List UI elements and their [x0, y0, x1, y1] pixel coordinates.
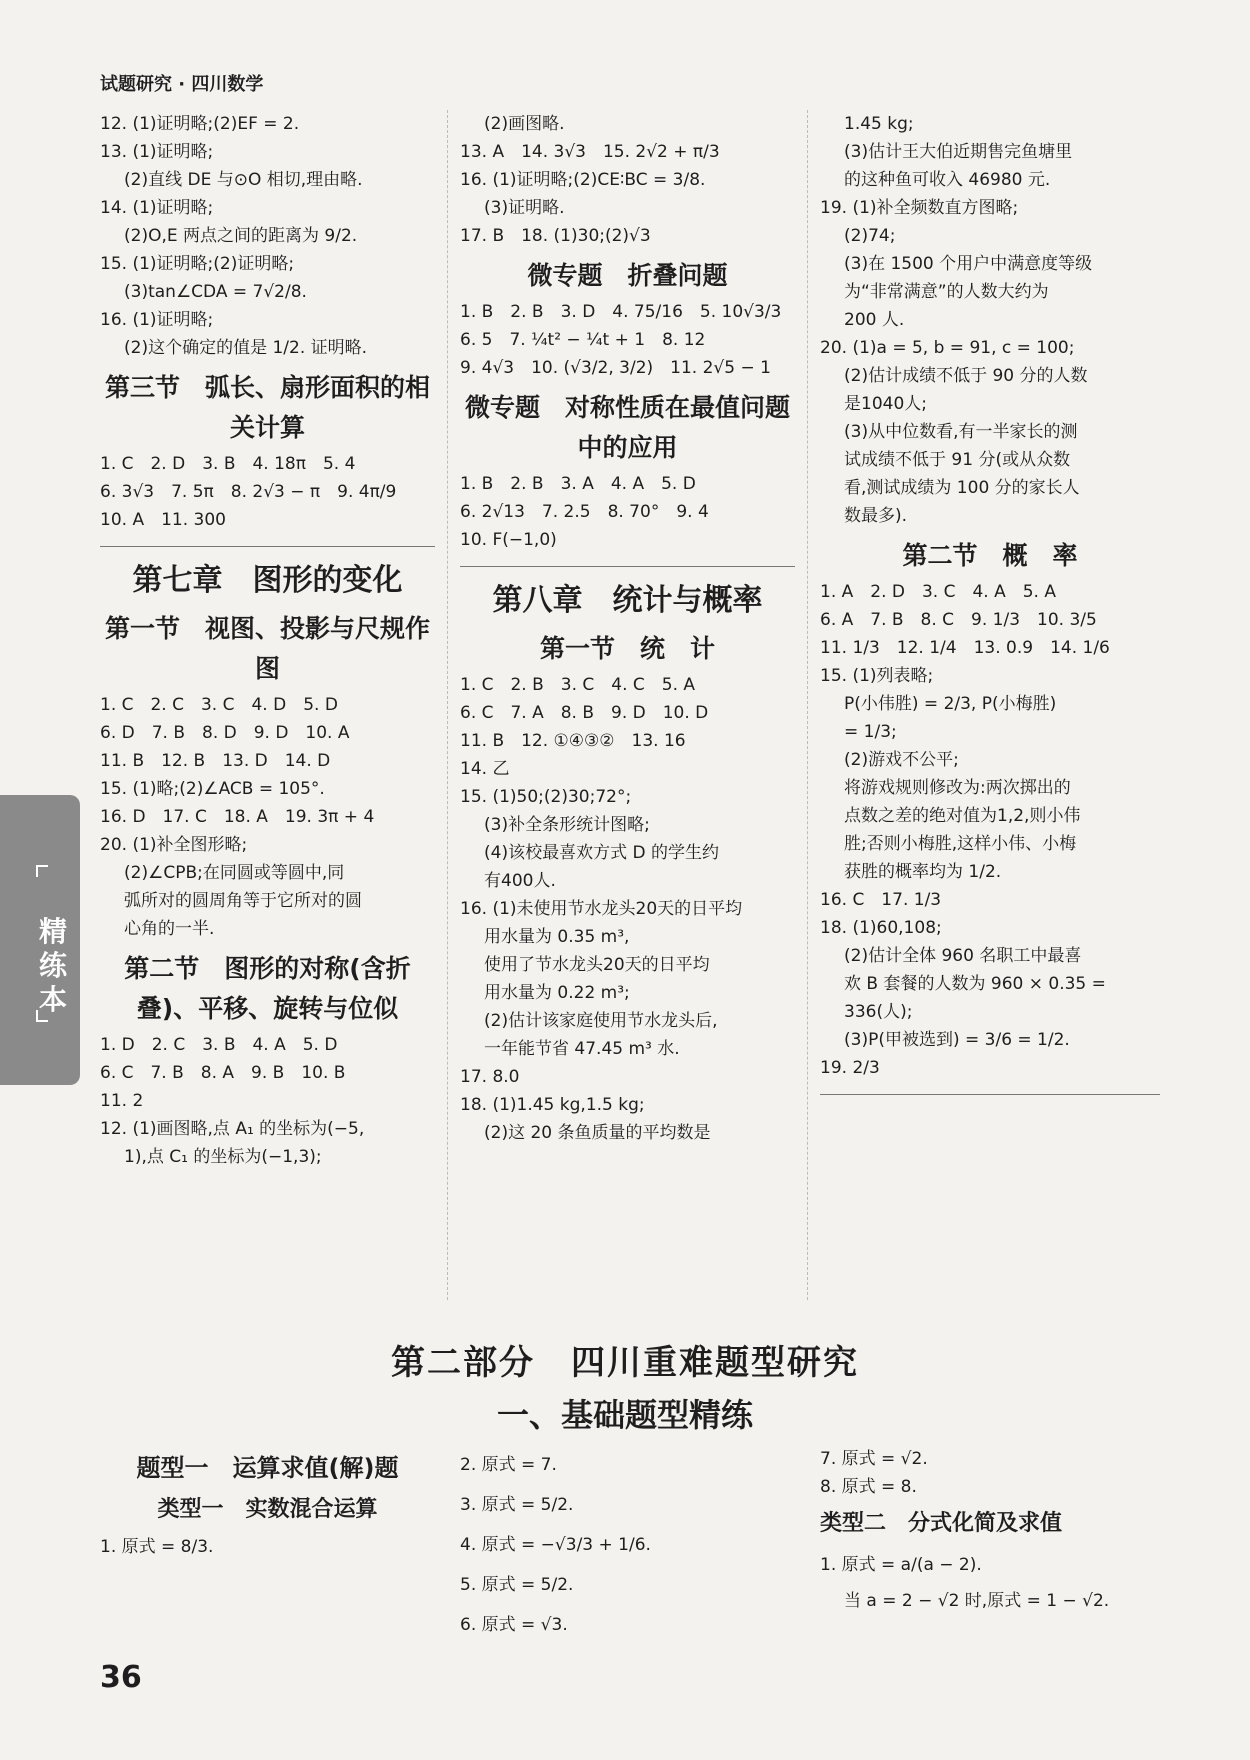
answer-line: 200 人.: [844, 310, 905, 330]
answer-line: (2)游戏不公平;: [844, 750, 959, 770]
answer-line: 6. 2√13 7. 2.5 8. 70° 9. 4: [460, 502, 709, 522]
answer-line: 6. D 7. B 8. D 9. D 10. A: [100, 723, 350, 743]
answer-line: (3)证明略.: [484, 198, 565, 218]
answer-line: 1. B 2. B 3. D 4. 75/16 5. 10√3/3: [460, 302, 782, 322]
answer-line: 一年能节省 47.45 m³ 水.: [484, 1039, 680, 1059]
answer-line: 12. (1)证明略;(2)EF = 2.: [100, 114, 300, 134]
part2-col3-lines-2: [820, 1547, 1160, 1619]
answer-line: (3)补全条形统计图略;: [484, 815, 650, 835]
column-separator: [807, 110, 808, 1300]
col3-block-1: [820, 110, 1160, 530]
answer-line: 16. C 17. 1/3: [820, 890, 942, 910]
answer-line: 1. B 2. B 3. A 4. A 5. D: [460, 474, 696, 494]
section-title-symmetry: 第二节 图形的对称(含折叠)、平移、旋转与位似: [124, 954, 411, 1023]
answer-line: P(小伟胜) = 2/3, P(小梅胜): [844, 694, 1057, 714]
micro-topic-symmetry: 微专题 对称性质在最值问题中的应用: [464, 393, 790, 462]
answer-column-3: [820, 110, 1160, 1107]
category-2-title: 类型二 分式化简及求值: [820, 1511, 1063, 1536]
section-title-arc-length: 第三节 弧长、扇形面积的相关计算: [104, 373, 430, 442]
answer-line: 7. 原式 = √2.: [820, 1449, 928, 1469]
answer-line: (2)画图略.: [484, 114, 565, 134]
part-subtitle: 一、基础题型精练: [496, 1396, 753, 1434]
answer-line: 10. A 11. 300: [100, 510, 226, 530]
part2-column-3: [820, 1445, 1160, 1619]
answer-line: = 1/3;: [844, 722, 897, 742]
micro-topic-folding: 微专题 折叠问题: [527, 261, 728, 290]
answer-line: 13. A 14. 3√3 15. 2√2 + π/3: [460, 142, 720, 162]
part2-col1-lines: [100, 1533, 435, 1561]
answer-line: 数最多).: [844, 506, 908, 526]
answer-line: 8. 原式 = 8.: [820, 1477, 917, 1497]
answer-line: (2)O,E 两点之间的距离为 9/2.: [124, 226, 358, 246]
column-separator: [447, 110, 448, 1300]
answer-line: (2)估计该家庭使用节水龙头后,: [484, 1011, 718, 1031]
answer-line: (3)估计王大伯近期售完鱼塘里: [844, 142, 1073, 162]
answer-line: 1. C 2. B 3. C 4. C 5. A: [460, 675, 696, 695]
answer-line: (3)从中位数看,有一半家长的测: [844, 422, 1078, 442]
answer-line: (2)74;: [844, 226, 896, 246]
answer-line: 10. F(−1,0): [460, 530, 557, 550]
col2-block-3: [460, 470, 795, 554]
answer-line: 试成绩不低于 91 分(或从众数: [844, 450, 1071, 470]
answer-line: 欢 B 套餐的人数为 960 × 0.35 =: [844, 974, 1106, 994]
part2-col2-lines: [460, 1445, 795, 1645]
answer-line: 16. (1)未使用节水龙头20天的日平均: [460, 899, 743, 919]
part2-column-1: [100, 1445, 435, 1561]
col1-block-1: [100, 110, 435, 362]
answer-line: 15. (1)列表略;: [820, 666, 934, 686]
answer-line: (2)∠CPB;在同圆或等圆中,同: [124, 863, 345, 883]
answer-line: 3. 原式 = 5/2.: [460, 1495, 574, 1515]
answer-line: 2. 原式 = 7.: [460, 1455, 557, 1475]
answer-line: 20. (1)a = 5, b = 91, c = 100;: [820, 338, 1075, 358]
answer-line: 1. 原式 = 8/3.: [100, 1537, 214, 1557]
answer-line: 15. (1)略;(2)∠ACB = 105°.: [100, 779, 325, 799]
divider: [460, 566, 795, 567]
answer-line: 1. 原式 = a/(a − 2).: [820, 1555, 982, 1575]
answer-line: 1),点 C₁ 的坐标为(−1,3);: [124, 1147, 322, 1167]
col1-block-4: [100, 1031, 435, 1171]
answer-line: 6. C 7. B 8. A 9. B 10. B: [100, 1063, 346, 1083]
page-number: 36: [100, 1660, 142, 1695]
part2-column-2: [460, 1445, 795, 1645]
answer-line: 为“非常满意”的人数大约为: [844, 282, 1049, 302]
answer-line: 12. (1)画图略,点 A₁ 的坐标为(−5,: [100, 1119, 365, 1139]
answer-line: 13. (1)证明略;: [100, 142, 214, 162]
divider: [820, 1094, 1160, 1095]
question-type-1-title: 题型一 运算求值(解)题: [136, 1454, 399, 1482]
answer-line: 6. 5 7. ¼t² − ¼t + 1 8. 12: [460, 330, 706, 350]
answer-line: 11. 1/3 12. 1/4 13. 0.9 14. 1/6: [820, 638, 1110, 658]
category-1-title: 类型一 实数混合运算: [157, 1497, 378, 1522]
answer-line: 的这种鱼可收入 46980 元.: [844, 170, 1051, 190]
answer-line: 18. (1)1.45 kg,1.5 kg;: [460, 1095, 645, 1115]
answer-line: 20. (1)补全图形略;: [100, 835, 248, 855]
answer-line: 16. D 17. C 18. A 19. 3π + 4: [100, 807, 375, 827]
answer-line: 4. 原式 = −√3/3 + 1/6.: [460, 1535, 651, 1555]
answer-line: 点数之差的绝对值为1,2,则小伟: [844, 806, 1081, 826]
answer-line: 6. 原式 = √3.: [460, 1615, 568, 1635]
answer-line: 获胜的概率均为 1/2.: [844, 862, 1002, 882]
answer-line: 1. C 2. C 3. C 4. D 5. D: [100, 695, 338, 715]
answer-line: 用水量为 0.22 m³;: [484, 983, 630, 1003]
section-title-views: 第一节 视图、投影与尺规作图: [104, 614, 430, 683]
answer-line: 15. (1)证明略;(2)证明略;: [100, 254, 295, 274]
col2-block-4: [460, 671, 795, 1147]
answer-line: 6. A 7. B 8. C 9. 1/3 10. 3/5: [820, 610, 1097, 630]
answer-line: 11. 2: [100, 1091, 144, 1111]
answer-column-2: [460, 110, 795, 1147]
answer-line: (2)这个确定的值是 1/2. 证明略.: [124, 338, 368, 358]
answer-line: 用水量为 0.35 m³,: [484, 927, 630, 947]
answer-line: 是1040人;: [844, 394, 927, 414]
side-tab: [0, 795, 80, 1085]
answer-line: 当 a = 2 − √2 时,原式 = 1 − √2.: [844, 1591, 1110, 1611]
side-tab-label: 精练本: [38, 915, 67, 1016]
answer-line: 17. 8.0: [460, 1067, 520, 1087]
col3-block-2: [820, 578, 1160, 1082]
answer-line: (3)P(甲被选到) = 3/6 = 1/2.: [844, 1030, 1070, 1050]
answer-line: 5. 原式 = 5/2.: [460, 1575, 574, 1595]
answer-line: 17. B 18. (1)30;(2)√3: [460, 226, 651, 246]
answer-line: (3)tan∠CDA = 7√2/8.: [124, 282, 307, 302]
answer-line: (2)估计成绩不低于 90 分的人数: [844, 366, 1088, 386]
answer-line: 1. D 2. C 3. B 4. A 5. D: [100, 1035, 338, 1055]
answer-line: 18. (1)60,108;: [820, 918, 942, 938]
answer-line: (2)直线 DE 与⊙O 相切,理由略.: [124, 170, 363, 190]
chapter-title-8: 第八章 统计与概率: [492, 583, 763, 618]
col2-block-1: [460, 110, 795, 250]
answer-line: 使用了节水龙头20天的日平均: [484, 955, 710, 975]
answer-column-1: [100, 110, 435, 1171]
answer-line: 将游戏规则修改为:两次掷出的: [844, 778, 1071, 798]
answer-line: 16. (1)证明略;: [100, 310, 214, 330]
answer-line: 14. 乙: [460, 759, 510, 779]
answer-line: 6. 3√3 7. 5π 8. 2√3 − π 9. 4π/9: [100, 482, 397, 502]
answer-line: 1. A 2. D 3. C 4. A 5. A: [820, 582, 1056, 602]
answer-line: 胜;否则小梅胜,这样小伟、小梅: [844, 834, 1077, 854]
answer-line: 336(人);: [844, 1002, 913, 1022]
answer-line: (4)该校最喜欢方式 D 的学生约: [484, 843, 719, 863]
col2-block-2: [460, 298, 795, 382]
col1-block-2: [100, 450, 435, 534]
answer-line: (2)估计全体 960 名职工中最喜: [844, 946, 1082, 966]
answer-line: 11. B 12. ①④③② 13. 16: [460, 731, 686, 751]
answer-line: 弧所对的圆周角等于它所对的圆: [124, 891, 362, 911]
section-title-probability: 第二节 概 率: [902, 541, 1078, 570]
answer-line: (3)在 1500 个用户中满意度等级: [844, 254, 1093, 274]
chapter-title-7: 第七章 图形的变化: [132, 563, 403, 598]
running-header: 试题研究 · 四川数学: [100, 74, 264, 95]
answer-line: 15. (1)50;(2)30;72°;: [460, 787, 632, 807]
answer-line: 16. (1)证明略;(2)CE∶BC = 3/8.: [460, 170, 706, 190]
part-title: 第二部分 四川重难题型研究: [391, 1343, 859, 1383]
answer-line: (2)这 20 条鱼质量的平均数是: [484, 1123, 711, 1143]
answer-line: 14. (1)证明略;: [100, 198, 214, 218]
answer-line: 1. C 2. D 3. B 4. 18π 5. 4: [100, 454, 356, 474]
answer-line: 1.45 kg;: [844, 114, 914, 134]
answer-line: 6. C 7. A 8. B 9. D 10. D: [460, 703, 709, 723]
answer-line: 19. (1)补全频数直方图略;: [820, 198, 1019, 218]
answer-line: 看,测试成绩为 100 分的家长人: [844, 478, 1080, 498]
part2-col3-lines: [820, 1445, 1160, 1501]
section-title-statistics: 第一节 统 计: [539, 634, 715, 663]
divider: [100, 546, 435, 547]
answer-line: 心角的一半.: [124, 919, 215, 939]
answer-line: 9. 4√3 10. (√3/2, 3/2) 11. 2√5 − 1: [460, 358, 771, 378]
answer-line: 11. B 12. B 13. D 14. D: [100, 751, 331, 771]
col1-block-3: [100, 691, 435, 943]
answer-line: 有400人.: [484, 871, 556, 891]
answer-line: 19. 2/3: [820, 1058, 880, 1078]
